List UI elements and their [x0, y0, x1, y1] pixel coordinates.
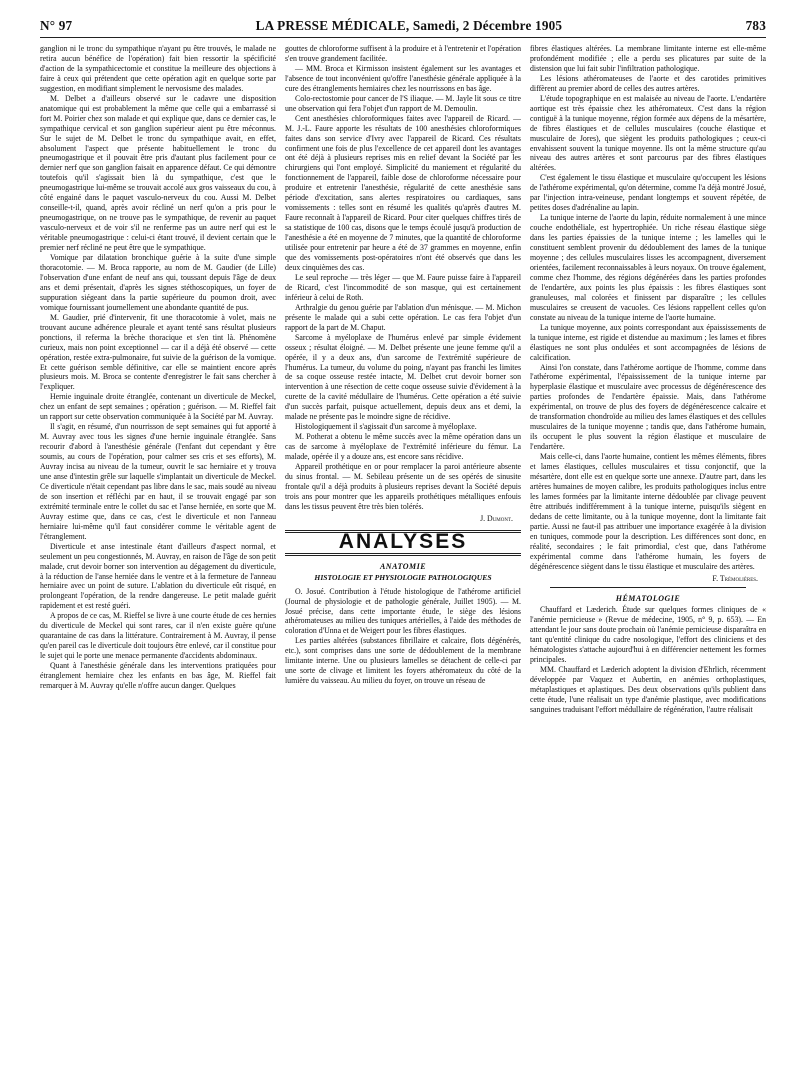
paragraph: Chauffard et Læderich. Étude sur quelques formes cliniques de « l'anémie pernicieuse » (Revue de médecine, 1905, n° 9, p. 653). — En attendant le jour sans doute prochain où l'anémie pernicieuse disparaîtra en tant qu'entité clinique du cadre nosologique, l'effort des cliniciens et des hématologistes s'attache aujourd'hui à en différencier nettement les formes principales.: [530, 605, 766, 665]
paragraph: Ainsi l'on constate, dans l'athérome aortique de l'homme, comme dans l'athérome expérimental, l'épaississement de la tunique interne par hyperplasie élastique et musculaire avec processus de dégénérescence des parties profondes de l'endartère épaissie. Mais, dans l'athérome expérimental, on trouve de plus des foyers de dégénérescence calcaire et de transformation chondroïde au milieu des lames élastiques et des cellules musculaires de la tunique moyenne ; tandis que, dans l'athérome humain, ils occupent le plus souvent la région élastique et musculaire de l'endartère.: [530, 362, 766, 452]
article-heading-paragraph: Arthralgie du genou guérie par l'ablation d'un ménisque. — M. Michon présente le malade qui a subi cette opération. Le cas fera l'objet d'un rapport de la part de M. Chaput.: [285, 302, 521, 332]
article-heading-paragraph: Hernie inguinale droite étranglée, contenant un diverticule de Meckel, chez un enfant de sept semaines ; opération ; guérison. — M. Rieffel fait un rapport sur cette observation communiquée à la Société par M. Auvray.: [40, 392, 276, 422]
paragraph: M. Gaudier, prié d'intervenir, fit une thoracotomie à volet, mais ne trouvant aucune adhérence pleurale et ayant tenté sans résultat plusieurs ponctions, il referma la brèche thoracique et s'en tint là. Phénomène curieux, mais non point exceptionnel — car il a déjà été observé — cette opération, restée extra-pulmonaire, fut suivie de la guérison de la vomique. Et cette guérison semble définitive, car elle se maintient encore après plusieurs mois. M. Broca se contente d'enregistrer le fait sans chercher à l'expliquer.: [40, 312, 276, 392]
section-banner: ANALYSES: [338, 529, 468, 553]
column-3: [530, 44, 766, 1074]
paragraph: Mais celle-ci, dans l'aorte humaine, contient les mêmes éléments, fibres et lames élastiques, cellules musculaires et tissu conjonctif, que la mésartère, dont elle est en quelque sorte une annexe. D'autre part, dans les artères humaines de moyen calibre, les produits pathologiques inclus entre les lames formées par la limitante interne dédoublée par clivage peuvent être attribués indifféremment à la tunique interne, puisqu'ils siègent en dedans de cette limitante, ou à la tunique moyenne, dont la limitante fait partie. Aussi ne faut-il pas attribuer une importance exagérée à la division en tuniques, commode pour la description. Les différences sont donc, en réalité, secondaires ; le fait primordial, c'est que, dans l'athérome expérimental comme dans l'athérome humain, les foyers de dégénérescence siègent dans le tissu élastique et musculaire des artères.: [530, 452, 766, 571]
paragraph: M. Potherat a obtenu le même succès avec la même opération dans un cas de sarcome à myéloplaxe de l'extrémité inférieure du fémur. La malade, opérée il y a douze ans, est encore sans récidive.: [285, 432, 521, 462]
article-heading-paragraph: Vomique par dilatation bronchique guérie à la suite d'une simple thoracotomie. — M. Broca rapporte, au nom de M. Gaudier (de Lille) l'observation d'une enfant de neuf ans qui, toussant depuis l'âge de deux ans et demi présentait, d'après les signes stéthoscopiques, un foyer de suppuration siégeant dans la partie supérieure du poumon droit, avec vomique fournissant journellement une abondante quantité de pus.: [40, 253, 276, 312]
column-1: [40, 44, 276, 1074]
article-heading-paragraph: Cent anesthésies chloroformiques faites avec l'appareil de Ricard. — M. J.-L. Faure apporte les résultats de 100 anesthésies chloroformiques faites dans son service d'Ivry avec l'appareil de Ricard. Ces résultats confirment une fois de plus l'excellence de cet appareil dont les avantages ont été déjà à plusieurs reprises mis en relief devant la Société par les chirurgiens qui l'ont employé. Simplicité du maniement et régularité du fonctionnement de l'appareil, faible dose de chloroforme nécessaire pour produire et entretenir l'anesthésie, régularité de cette anesthésie sans période d'excitation, sans alertes respiratoires ou cardiaques, sans vomissements : telles sont en résumé les qualités qu'après d'autres M. Faure reconnaît à l'appareil de Ricard. Pour citer quelques chiffres tirés de sa statistique de 100 cas, disons que le temps écoulé jusqu'à production de l'anesthésie a été en moyenne de 7 minutes, que la quantité de chloroforme utilisée pour entretenir par heure a été de 37 grammes en moyenne, enfin que des vomissements post-opératoires n'ont été observés que dans les deux cinquièmes des cas.: [285, 113, 521, 272]
paragraph: — MM. Broca et Kirmisson insistent également sur les avantages et l'absence de tout inconvénient qu'offre l'anesthésie générale appliquée à la cure des étranglements herniaires chez les nourrissons en bas âge.: [285, 63, 521, 93]
paragraph: Il s'agit, en résumé, d'un nourrisson de sept semaines qui fut apporté à M. Auvray avec tous les signes d'une hernie inguinale étranglée. Sans recourir d'abord à l'anesthésie générale (l'enfant dut cependant y être soumis, au cours de l'opération, pour calmer ses cris et ses efforts), M. Auvray incisa au niveau de la tumeur, ouvrit le sac herniaire et y trouva une anse d'intestin grêle sur laquelle s'implantait un diverticule de Meckel. Ce diverticule n'était cependant pas libre dans le sac, mais soudé au niveau de son insertion et réfléchi par en haut, il se trouvait engagé par son extrémité terminale entre le collet du sac et l'anse herniée, en sorte que M. Auvray estime que, dans ce cas, c'est le diverticule et non l'anneau herniaire lui-même qu'il faut considérer comme le véritable agent de l'étranglement.: [40, 422, 276, 541]
issue-number: N° 97: [40, 18, 73, 33]
paragraph: La tunique moyenne, aux points correspondant aux épaississements de la tunique interne, est rigide et distendue au maximum ; les lames et fibres élastiques ne sont plus ondulées et sont accompagnées de lésions de calcification.: [530, 322, 766, 362]
article-heading-paragraph: Colo-rectostomie pour cancer de l'S iliaque. — M. Jayle lit sous ce titre une observation qui fera l'objet d'un rapport de M. Demoulin.: [285, 93, 521, 113]
paragraph: MM. Chauffard et Læderich adoptent la division d'Ehrlich, récemment développée par Vaquez et Aubertin, en anémies orthoplastiques, métaplastiques et aplastiques. Des deux observations qu'ils publient dans cette étude, l'une réalisait un type d'anémie plastique, avec modifications sanguines traduisant l'effort médullaire de régénération, l'autre réalisait: [530, 665, 766, 714]
section-title: ANATOMIE: [379, 561, 427, 571]
paragraph: La tunique interne de l'aorte du lapin, réduite normalement à une mince couche endothéliale, est hypertrophiée. Un riche réseau élastique siège dans les parties épaissies de la tunique interne ; les lamelles qui le constituent semblent provenir du dédoublement des lames de la tunique moyenne ; des cellules musculaires lisses les accompagnent, diversement orientées, facilement reconnaissables à leurs noyaux. On trouve également, comme chez l'homme, des régions dégénérées dans les parties profondes de l'endartère, aux points les plus épaissis : les fibres élastiques sont granuleuses, mal colorées et finissent par disparaître ; les cellules musculaires se creusent de vacuoles. Ces lésions rappellent celles qu'on constate au niveau de la tunique interne de l'aorte humaine.: [530, 213, 766, 322]
paragraph: Les parties altérées (substances fibrillaire et calcaire, flots dégénérés, etc.), sont comprises dans une sorte de dédoublement de la membrane limitante interne. Une ou plusieurs lamelles se détachent de celle-ci par une sorte de clivage et limitent les foyers athéromateux du côté de la lumière du vaisseau. Au milieu du foyer, on trouve un réseau de: [285, 636, 521, 686]
page-number: 783: [745, 18, 766, 33]
article-heading-paragraph: Appareil prothétique en or pour remplacer la paroi antérieure absente du sinus frontal. — M. Sebileau présente un de ses opérés de sinusite frontale qu'il a déjà produits à plusieurs reprises devant la Société depuis trois ans pour montrer que les appareils prothétiques métalliques enfouis dans les tissus peuvent être très bien tolérés.: [285, 462, 521, 511]
page-header: [40, 18, 766, 38]
column-2: [285, 44, 521, 1074]
paragraph: L'étude topographique en est malaisée au niveau de l'aorte. L'endartère aortique est très épaissie chez les athéromateux. C'est dans la région contiguë à la tunique moyenne, région formée aux dépens de la mésartère, de fibres élastiques et de cellules musculaires (couche élastique et musculaire de Jores), que siègent les produits pathologiques ; ceux-ci envahissent souvent la tunique moyenne. Ils ont la même structure qu'au niveau des autres artères et sont parcourus par des fibres élastiques altérées.: [530, 93, 766, 173]
paragraph: M. Delbet a d'ailleurs observé sur le cadavre une disposition anatomique qui est probablement la même que celle qui a embarrassé si fort M. Poirier chez son malade et qui explique que, dans ce dernier cas, le sympathique cervical et son ganglion supérieur aient pu être méconnus. Sur le sujet de M. Delbet le tronc du sympathique avait, en effet, absolument l'aspect que présente habituellement le tronc du pneumogastrique et il pouvait être pris d'autant plus facilement pour ce dernier nerf que son ganglion faisait en apparence défaut. Ce qui démontre toutefois qu'il s'agissait bien là du sympathique, c'est que le pneumogastrique lui-même se trouvait accolé aux gros vaisseaux du cou, à côté engainé dans le paquet vasculo-nerveux du cou. Aussi M. Delbet conseille-t-il, quand, après avoir récliné un nerf qu'on a pris pour le pneumogastrique, on ne trouve pas le sympathique, de revenir au paquet vasculo-nerveux et de voir s'il ne renferme pas un autre nerf qui est le véritable pneumogastrique : celui-ci étant trouvé, il devient certain que le premier nerf récliné ne peut être que le sympathique.: [40, 93, 276, 253]
paragraph: Diverticule et anse intestinale étant d'ailleurs d'aspect normal, et seulement un peu congestionnés, M. Auvray, en raison de l'âge de son petit malade, crut devoir borner son intervention au dégagement du diverticule, à la réduction de l'anse herniée dans le ventre et à la fermeture de l'anneau herniaire avec un point de suture. L'ablation du diverticule eût risqué, en prolongeant l'opération, de la rendre dangereuse. Le petit malade guérit rapidement et est resté guéri.: [40, 541, 276, 611]
author-signature: J. Dumont.: [480, 513, 513, 523]
double-divider: [285, 553, 521, 556]
divider: [550, 587, 746, 588]
columns: [40, 44, 766, 1074]
paragraph: O. Josué. Contribution à l'étude histologique de l'athérome artificiel (Journal de physiologie et de pathologie générale, Juillet 1905). — M. Josué précise, dans cette importante étude, le siège des lésions athéromateuses au milieu des tuniques artérielles, à l'aide des méthodes de coloration d'Unna et de Weigert pour les fibres élastiques.: [285, 586, 521, 636]
author-signature: F. Trémolières.: [712, 573, 758, 583]
paragraph: Le seul reproche — très léger — que M. Faure puisse faire à l'appareil de Ricard, c'est l'incommodité de son masque, qui est certainement inférieur à celui de Roth.: [285, 272, 521, 302]
section-title: HÉMATOLOGIE: [615, 594, 681, 604]
subsection-title: HISTOLOGIE ET PHYSIOLOGIE PATHOLOGIQUES: [314, 572, 492, 582]
paragraph: A propos de ce cas, M. Rieffel se livre à une courte étude de ces hernies du diverticule de Meckel qui sont rares, car il n'en existe guère qu'une quarantaine de cas dans la littérature. Contrairement à M. Auvray, il pense qu'en pareil cas le diverticule doit toujours être enlevé, car il constitue pour le sujet qui le porte une menace permanente d'accidents abdominaux.: [40, 611, 276, 661]
paragraph: Histologiquement il s'agissait d'un sarcome à myéloplaxe.: [295, 422, 477, 432]
paragraph: Quant à l'anesthésie générale dans les interventions pratiquées pour étranglement herniaire chez les enfants en bas âge, M. Rieffel fait remarquer à M. Auvray qu'elle n'offre aucun danger. Quelques: [40, 661, 276, 690]
article-heading-paragraph: Sarcome à myéloplaxe de l'humérus enlevé par simple évidement osseux ; résultat éloigné. — M. Delbet présente une jeune femme qu'il a opérée, il y a deux ans, d'un sarcome de l'extrémité supérieure de l'humérus. La tumeur, du volume du poing, n'ayant pas franchi les limites de sa coque osseuse restée intacte, M. Delbet crut devoir borner son intervention à une résection de cette coque osseuse suivie d'évidement à la curette de la cavité médullaire de l'humérus. Cette opération a été suivie d'un succès parfait, puisque actuellement, depuis deux ans et demi, la malade ne présente pas le moindre signe de récidive.: [285, 332, 521, 422]
paragraph: fibres élastiques altérées. La membrane limitante interne est elle-même profondément modifiée ; elle a perdu ses plicatures par suite de la distension que lui fait subir l'infiltration pathologique.: [530, 44, 766, 73]
journal-title: LA PRESSE MÉDICALE, Samedi, 2 Décembre 1905: [255, 18, 563, 33]
paragraph: gouttes de chloroforme suffisent à la produire et à l'entretenir et l'opération s'en trouve grandement facilitée.: [285, 44, 521, 63]
paragraph: C'est également le tissu élastique et musculaire qu'occupent les lésions de l'athérome expérimental, qu'on détermine, comme l'a déjà montré Josué, par l'injection intra-veineuse, pendant longtemps et souvent répétée, de petites doses d'adrénaline au lapin.: [530, 173, 766, 213]
paragraph: ganglion ni le tronc du sympathique n'ayant pu être trouvés, le malade ne retira aucun bénéfice de l'opération) fait bien ressortir la spécificité d'action de la sympathicectomie et constitue la meilleure des objections à faire à ceux qui prétendent que cette opération agit en quelque sorte par suggestion, en modifiant simplement le nervosisme des malades.: [40, 44, 276, 93]
paragraph: Les lésions athéromateuses de l'aorte et des carotides primitives diffèrent au premier abord de celles des autres artères.: [530, 73, 766, 93]
